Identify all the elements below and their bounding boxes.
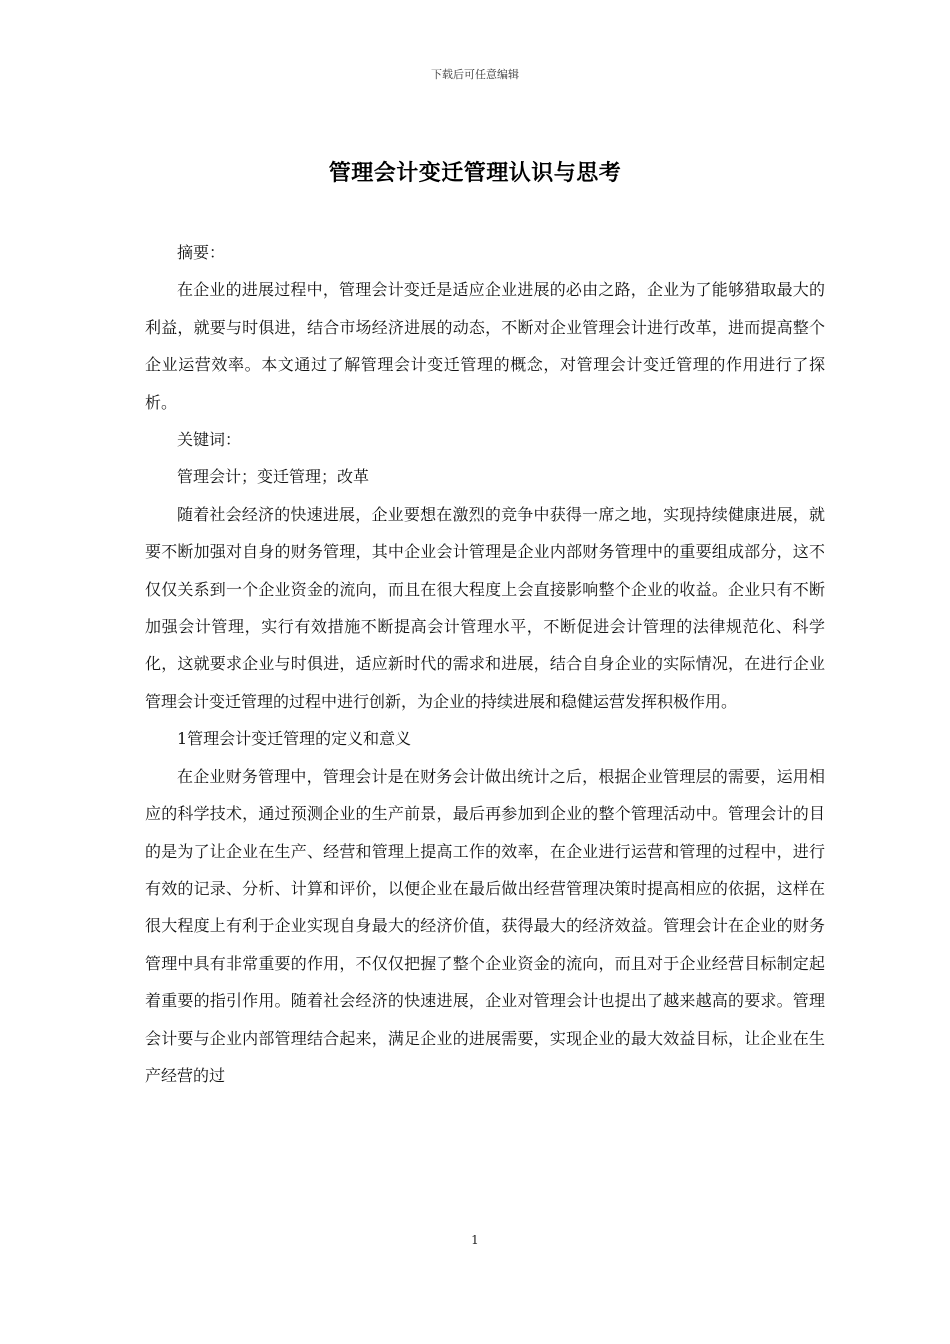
keywords-heading: 关键词：: [177, 430, 242, 450]
abstract-heading: 摘要：: [177, 243, 226, 262]
keywords-list: 管理会计；变迁管理；改革: [177, 467, 370, 487]
page-number: 1: [471, 1233, 479, 1247]
header-note: 下载后可任意编辑: [431, 68, 519, 81]
section-paragraph: 在企业财务管理中，管理会计是在财务会计做出统计之后，根据企业管理层的需要，运用相应的科学技术，通过预测企业的生产前景，最后再参加到企业的整个管理活动中。管理会计的目的是为了让企业在生产、经营和管理上提高工作的效率，在企业进行运营和管理的过程中，进行有效的记录、分析、计算和评价，以便企业在最后做出经营管理决策时提高相应的依据，这样在很大程度上有利于企业实现自身最大的经济价值，获得最大的经济效益。管理会计在企业的财务管理中具有非常重要的作用，不仅仅把握了整个企业资金的流向，而且对于企业经营目标制定起着重要的指引作用。随着社会经济的快速进展，企业对管理会计也提出了越来越高的要求。管理会计要与企业内部管理结合起来，满足企业的进展需要，实现企业的最大效益目标，让企业在生产经营的过: [145, 766, 825, 1085]
document-title: 管理会计变迁管理认识与思考: [328, 160, 622, 186]
intro-paragraph: 随着社会经济的快速进展，企业要想在激烈的竞争中获得一席之地，实现持续健康进展，就要不断加强对自身的财务管理，其中企业会计管理是企业内部财务管理中的重要组成部分，这不仅仅关系到一个企业资金的流向，而且在很大程度上会直接影响整个企业的收益。企业只有不断加强会计管理，实行有效措施不断提高会计管理水平，不断促进会计管理的法律规范化、科学化，这就要求企业与时俱进，适应新时代的需求和进展，结合自身企业的实际情况，在进行企业管理会计变迁管理的过程中进行创新，为企业的持续进展和稳健运营发挥积极作用。: [145, 504, 825, 711]
document-body: [145, 234, 825, 1094]
section-heading: 1管理会计变迁管理的定义和意义: [177, 729, 412, 749]
abstract-paragraph: 在企业的进展过程中，管理会计变迁是适应企业进展的必由之路，企业为了能够猎取最大的利益，就要与时俱进，结合市场经济进展的动态，不断对企业管理会计进行改革，进而提高整个企业运营效率。本文通过了解管理会计变迁管理的概念，对管理会计变迁管理的作用进行了探析。: [145, 280, 825, 412]
